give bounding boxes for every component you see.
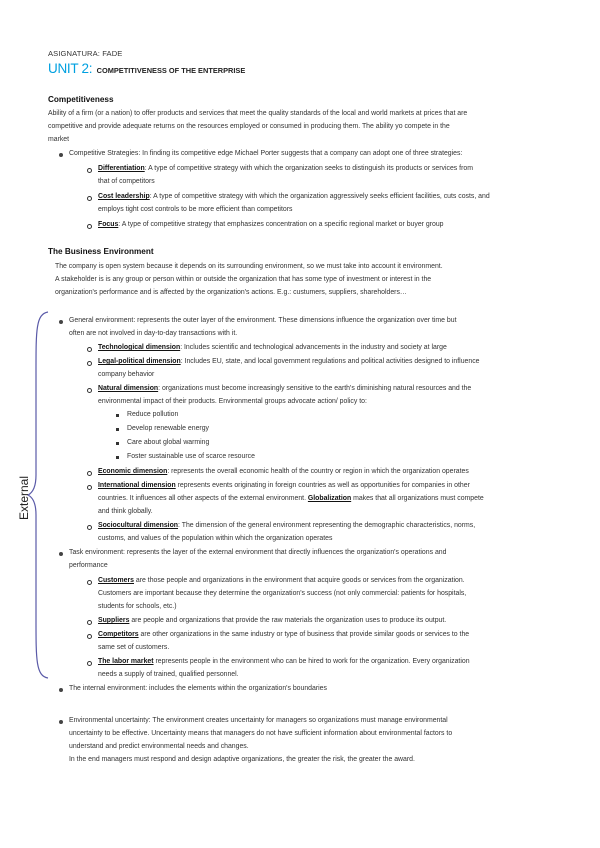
- bullet-dot: [59, 720, 63, 724]
- dimension-international-cont2: and think globally.: [98, 508, 153, 515]
- dimension-international: International dimension represents events originating in foreign countries as well as opportunities for companies in other: [98, 482, 470, 489]
- unit-number: UNIT 2:: [48, 61, 93, 76]
- task-competitors-cont: same set of customers.: [98, 644, 170, 651]
- bullet-square: [116, 456, 119, 459]
- bullet-ring: [87, 224, 92, 229]
- dimension-economic: Economic dimension: represents the overall economic health of the country or region in which the organization operates: [98, 468, 469, 475]
- task-suppliers: Suppliers are people and organizations that provide the raw materials the organization uses to produce its output.: [98, 617, 447, 624]
- uncertainty-2: uncertainty to be effective. Uncertainty means that managers do not have sufficient information about environmental factors to: [69, 730, 453, 737]
- bullet-ring: [87, 347, 92, 352]
- business-env-heading: The Business Environment: [48, 247, 154, 256]
- dimension-sociocultural: Sociocultural dimension: The dimension of the general environment representing the demographic characteristics, norms,: [98, 522, 476, 529]
- bullet-ring: [87, 620, 92, 625]
- strategy-cost-leadership-cont: employs tight cost controls to be more efficient than competitors: [98, 206, 293, 213]
- general-env-2: often are not involved in day-to-day transactions with it.: [69, 330, 238, 337]
- competitiveness-intro-3: market: [48, 136, 70, 143]
- bullet-ring: [87, 388, 92, 393]
- competitiveness-intro-1: Ability of a firm (or a nation) to offer products and services that meet the quality standards of the local and world markets at prices that are: [48, 110, 468, 117]
- bullet-dot: [59, 552, 63, 556]
- bullet-ring: [87, 580, 92, 585]
- bullet-square: [116, 414, 119, 417]
- unit-name: COMPETITIVENESS OF THE ENTERPRISE: [96, 66, 246, 75]
- strategy-cost-leadership: Cost leadership: A type of competitive strategy with which the organization aggressively seeks efficient facilities, cuts costs, and: [98, 193, 490, 200]
- bullet-ring: [87, 525, 92, 530]
- business-env-intro-2: A stakeholder is is any group or person within or outside the organization that has some type of investment or interest in the: [55, 276, 432, 283]
- bullet-ring: [87, 196, 92, 201]
- bullet-ring: [87, 471, 92, 476]
- bullet-square: [116, 442, 119, 445]
- task-customers-cont: Customers are important because they determine the organization's success (not only commercial: patients for hospitals,: [98, 590, 467, 597]
- strategy-focus: Focus: A type of competitive strategy that emphasizes concentration on a specific regional market or buyer group: [98, 221, 444, 228]
- bullet-dot: [59, 153, 63, 157]
- uncertainty-1: Environmental uncertainty: The environment creates uncertainty for managers so organizations must manage environmental: [69, 717, 448, 724]
- bullet-dot: [59, 688, 63, 692]
- internal-env: The internal environment: includes the elements within the organization's boundaries: [69, 685, 327, 692]
- bullet-ring: [87, 661, 92, 666]
- dimension-natural: Natural dimension: organizations must become increasingly sensitive to the earth's diminishing natural resources and the: [98, 385, 472, 392]
- business-env-intro-1: The company is open system because it depends on its surrounding environment, so we must take into account it environment.: [55, 263, 443, 270]
- strategies-intro: Competitive Strategies: In finding its competitive edge Michael Porter suggests that a company can adopt one of three strategies:: [69, 150, 463, 157]
- uncertainty-4: In the end managers must respond and design adaptive organizations, the greater the risk, the greater the award.: [69, 756, 415, 763]
- task-competitors: Competitors are other organizations in the same industry or type of business that provide similar goods or services to the: [98, 631, 470, 638]
- competitiveness-intro-2: competitive and provide adequate returns on the resources employed or consumed in producing them. The ability yo compete in the: [48, 123, 450, 130]
- dimension-legal-political: Legal-political dimension: Includes EU, state, and local government regulations and political activities designed to influence: [98, 358, 480, 365]
- strategy-differentiation-cont: that of competitors: [98, 178, 155, 185]
- natural-action: Foster sustainable use of scarce resource: [127, 453, 255, 460]
- natural-action: Reduce pollution: [127, 411, 179, 418]
- task-customers-cont2: students for schools, etc.): [98, 603, 177, 610]
- dimension-legal-political-cont: company behavior: [98, 371, 155, 378]
- unit-title: [48, 60, 245, 78]
- dimension-international-cont: countries. It influences all other aspects of the external environment. Globalization makes that all organizations must compete: [98, 495, 484, 502]
- bullet-dot: [59, 320, 63, 324]
- dimension-sociocultural-cont: customs, and values of the population within which the organization operates: [98, 535, 333, 542]
- bullet-ring: [87, 361, 92, 366]
- task-env-2: performance: [69, 562, 108, 569]
- competitiveness-heading: Competitiveness: [48, 95, 114, 104]
- strategy-differentiation: Differentiation: A type of competitive strategy with which the organization seeks to distinguish its products or services from: [98, 165, 473, 172]
- task-labor-market: The labor market represents people in the environment who can be hired to work for the organization. Every organization: [98, 658, 470, 665]
- general-env-1: General environment: represents the outer layer of the environment. These dimensions influence the organization over time but: [69, 317, 457, 324]
- external-label: External: [17, 475, 31, 520]
- task-labor-market-cont: needs a supply of trained, qualified personnel.: [98, 671, 239, 678]
- bullet-ring: [87, 485, 92, 490]
- natural-action: Develop renewable energy: [127, 425, 209, 432]
- dimension-technological: Technological dimension: Includes scientific and technological advancements in the industry and society at large: [98, 344, 447, 351]
- subject-label: ASIGNATURA: FADE: [48, 49, 123, 58]
- bullet-ring: [87, 634, 92, 639]
- natural-action: Care about global warming: [127, 439, 210, 446]
- task-env-1: Task environment: represents the layer of the external environment that directly influences the organization's operations and: [69, 549, 447, 556]
- bullet-square: [116, 428, 119, 431]
- bullet-ring: [87, 168, 92, 173]
- dimension-natural-cont: environmental impact of their products. Environmental groups advocate action/ policy to:: [98, 398, 367, 405]
- uncertainty-3: understand and predict environmental needs and changes.: [69, 743, 249, 750]
- task-customers: Customers are those people and organizations in the environment that acquire goods or services from the organization.: [98, 577, 465, 584]
- business-env-intro-3: organization's performance and is affected by the organization's actions. E.g.: custumers, suppliers, shareholders…: [55, 289, 407, 296]
